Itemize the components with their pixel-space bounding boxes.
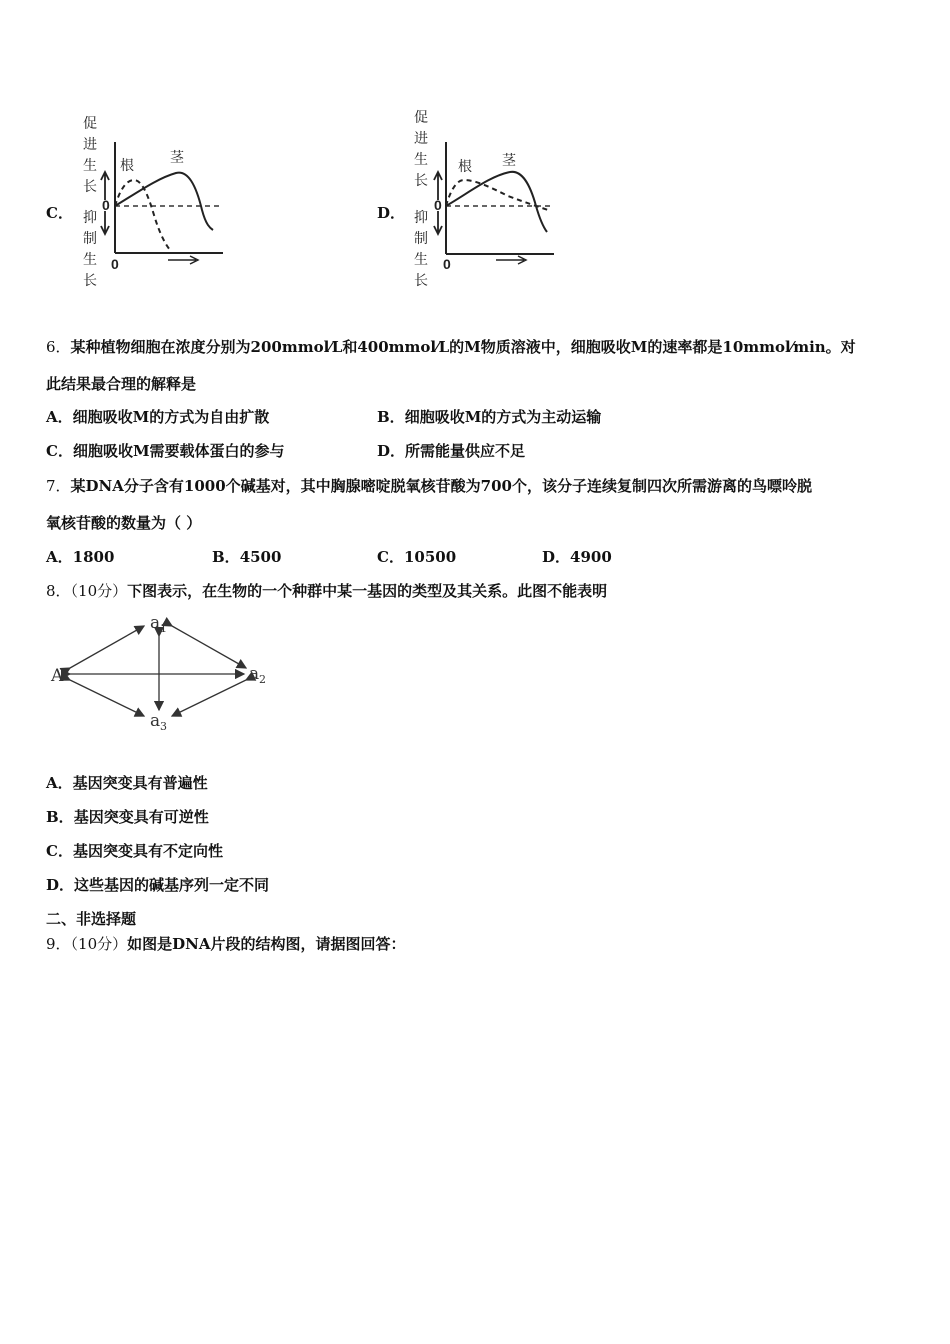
q8-option-b [46,806,209,827]
node-a1 [150,613,167,635]
q7-stem-line2: 氧核苷酸的数量为（ ） [46,514,202,532]
graph-c-y-char: 进 [83,136,97,152]
edge-A-a1 [70,626,144,668]
option-text: 基因突变具有不定向性 [72,842,223,860]
edge-A-a3 [70,680,144,716]
q7-option-d [542,546,612,567]
option-label: D． [542,548,571,566]
graph-c-down-arrow [101,211,109,234]
graph-d-y-char: 制 [414,230,428,246]
option-label: B． [377,408,405,426]
option-text: 基因突变具有可逆性 [73,808,209,826]
q6-stem-line2: 此结果最合理的解释是 [46,375,197,393]
graph-d-zero-label: 0 [434,197,442,213]
node-a3-subscript: 3 [160,720,167,733]
q6-option-a [46,406,269,427]
graph-d-y-char: 长 [414,172,428,188]
section-heading: 二、非选择题 [46,910,137,928]
graph-d-y-char: 长 [414,272,428,288]
graph-c-root-label: 根 [120,157,134,173]
option-text: 1800 [72,548,115,566]
option-label: A． [46,408,73,426]
graph-d-root-label: 根 [458,158,472,174]
option-label: C． [46,442,73,460]
option-label: C． [46,842,73,860]
q8-score: （10分） [70,582,128,600]
q8-number: 8． [46,582,71,600]
graph-d-y-char: 生 [414,151,428,167]
q8-stem-text: 下图表示，在生物的一个种群中某一基因的类型及其关系。此图不能表明 [127,582,608,600]
graph-d-y-char: 生 [414,251,428,267]
node-a2 [249,664,266,686]
edge-a1-a2 [172,626,246,668]
node-a2-letter: a [249,664,260,684]
q7-stem-line1 [46,475,812,496]
graph-c-y-axis-label-top [83,115,97,194]
graph-c-zero-label: 0 [102,197,110,213]
graph-c-y-char: 抑 [83,209,97,225]
q9-number: 9． [46,935,71,953]
graph-d-down-arrow [434,211,442,234]
graph-d-up-arrow [434,172,442,200]
option-text: 所需能量供应不足 [405,442,526,460]
graph-c-up-arrow [101,172,109,200]
option-text: 4900 [570,548,612,566]
q9-score: （10分） [70,935,128,953]
q6-stem-text: 某种植物细胞在浓度分别为200mmol⁄L和400mmol⁄L的M物质溶液中，细胞吸收M的速率都是10mmol⁄min。对 [70,338,856,356]
graph-d-x-arrow [496,256,526,264]
option-label: A． [46,774,73,792]
option-c-label: C． [46,204,73,222]
node-a3-letter: a [150,711,161,731]
q7-option-b [212,546,281,567]
node-a3 [150,711,167,733]
node-a1-letter: a [150,613,161,633]
q8-option-a [46,772,208,793]
graph-c-y-char: 促 [83,115,97,131]
option-text: 细胞吸收M需要载体蛋白的参与 [72,442,285,460]
q7-number: 7． [46,477,71,495]
gene-relationship-diagram [46,610,276,735]
graph-c-y-char: 制 [83,230,97,246]
q8-option-d [46,874,269,895]
graph-d-stem-label: 茎 [502,152,516,168]
node-a2-subscript: 2 [259,673,266,686]
option-label: D． [46,876,75,894]
graph-c-x-arrow [168,256,198,264]
q6-option-c [46,440,285,461]
graph-c-stem-label: 茎 [170,149,184,165]
graph-d-origin-label: 0 [443,256,451,272]
q6-option-d [377,440,525,461]
option-label: B． [46,808,74,826]
graph-c-y-char: 生 [83,157,97,173]
graph-d-y-char: 促 [414,109,428,125]
q8-stem [46,580,607,601]
option-text: 4500 [239,548,282,566]
q6-option-b [377,406,601,427]
graph-c-root-curve [115,180,170,250]
q6-stem-line1 [46,336,856,357]
option-d-label: D． [377,204,406,222]
graph-c-y-char: 生 [83,251,97,267]
q7-option-a [46,546,114,567]
q7-option-c [377,546,456,567]
edge-a2-a3 [172,680,246,716]
option-text: 10500 [403,548,457,566]
option-text: 细胞吸收M的方式为自由扩散 [72,408,270,426]
option-label: A． [46,548,73,566]
graph-c-origin-label: 0 [111,256,119,272]
q8-option-c [46,840,223,861]
option-label: C． [377,548,404,566]
node-A: A [51,666,64,686]
graph-c [78,110,238,295]
q7-stem-text: 某DNA分子含有1000个碱基对，其中胸腺嘧啶脱氧核苷酸为700个，该分子连续复制四次所需游离的鸟嘌呤脱 [70,477,812,495]
node-a1-subscript: 1 [160,622,167,635]
q6-number: 6． [46,338,71,356]
option-text: 基因突变具有普遍性 [72,774,208,792]
option-text: 细胞吸收M的方式为主动运输 [404,408,602,426]
graph-d-y-char: 进 [414,130,428,146]
graph-d-y-axis-label-top [414,109,428,188]
q9-stem-text: 如图是DNA片段的结构图，请据图回答： [127,935,406,953]
q9-stem [46,933,406,954]
option-label: B． [212,548,240,566]
option-label: D． [377,442,406,460]
graph-c-y-char: 长 [83,272,97,288]
option-text: 这些基因的碱基序列一定不同 [74,876,270,894]
graph-d [408,104,568,294]
graph-d-y-char: 抑 [414,209,428,225]
graph-c-y-char: 长 [83,178,97,194]
graph-c-y-axis-label-bottom [83,209,97,288]
graph-d-y-axis-label-bottom [414,209,428,288]
